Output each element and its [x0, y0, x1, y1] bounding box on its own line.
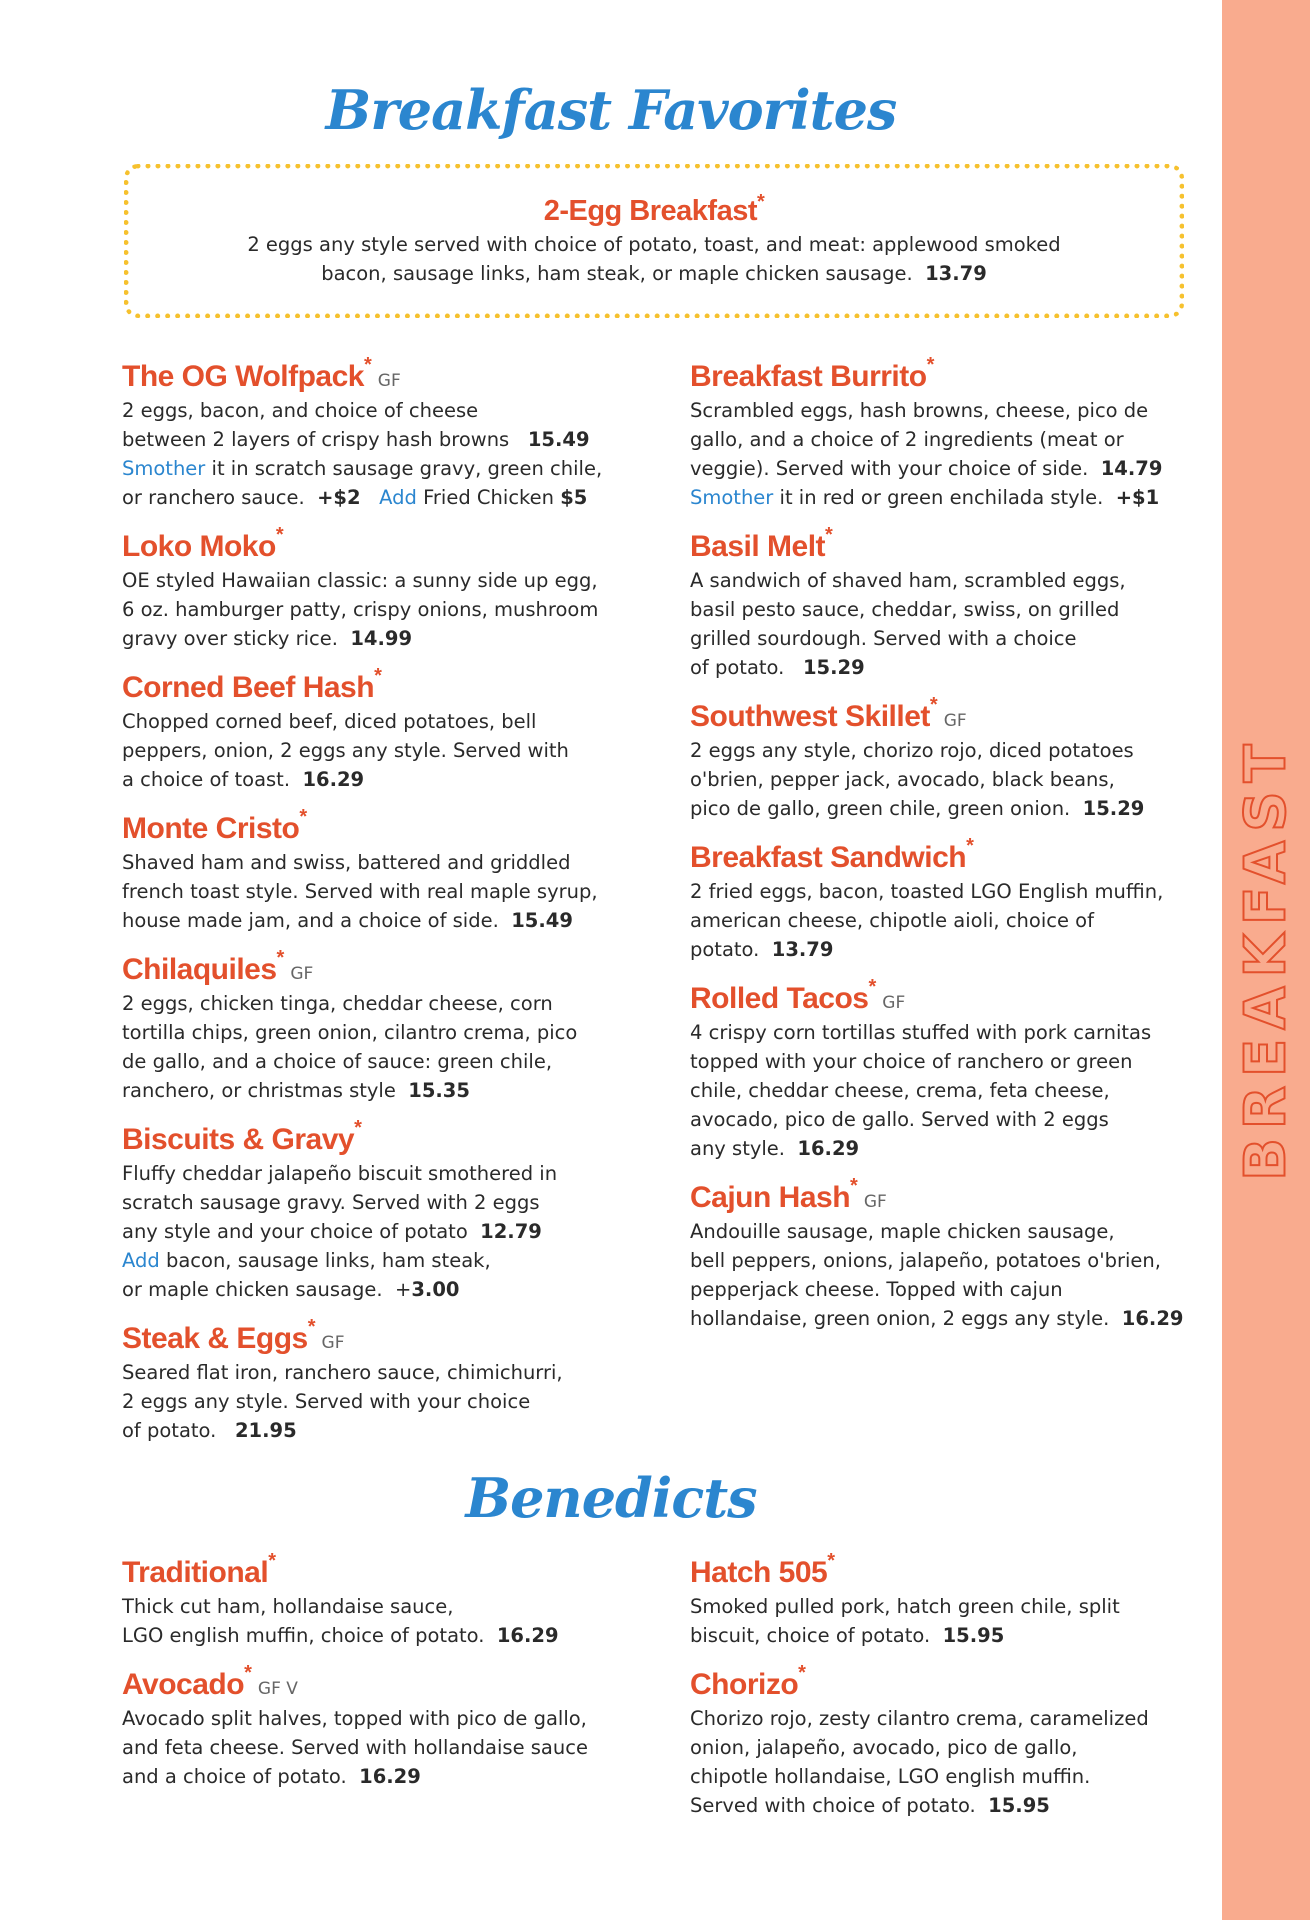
price: 15.49 [527, 428, 590, 451]
asterisk: * [850, 1175, 858, 1197]
price: 16.29 [359, 1765, 421, 1788]
asterisk: * [276, 947, 285, 969]
desc-line: it in scratch sausage gravy, green chile, [205, 457, 603, 480]
price: 16.29 [797, 1137, 860, 1160]
desc-line: chipotle hollandaise, LGO english muffin. [690, 1765, 1091, 1788]
menu-item-og-wolfpack [122, 354, 662, 512]
asterisk: * [929, 694, 938, 716]
desc-line: Served with choice of potato. [690, 1794, 976, 1817]
price: 15.29 [802, 656, 865, 679]
add-price: 3.00 [411, 1278, 460, 1301]
desc-line: potato. [690, 938, 760, 961]
menu-item-hatch-505 [690, 1550, 1230, 1650]
smother-label: Smother [690, 486, 774, 509]
desc-line: Andouille sausage, maple chicken sausage, [690, 1220, 1115, 1243]
asterisk: * [299, 806, 308, 828]
desc-line: bacon, sausage links, ham steak, or maple chicken sausage. [321, 262, 913, 285]
desc-line: topped with your choice of ranchero or green [690, 1050, 1133, 1073]
left-menu-column [122, 354, 662, 1461]
price: 12.79 [480, 1220, 542, 1243]
desc-line: french toast style. Served with real maple syrup, [122, 880, 598, 903]
desc-line: pepperjack cheese. Topped with cajun [690, 1278, 1063, 1301]
desc-line: any style and your choice of potato [122, 1220, 468, 1243]
asterisk: * [307, 1316, 316, 1338]
desc-line: gravy over sticky rice. [122, 627, 338, 650]
item-name: Chilaquiles [122, 953, 277, 986]
desc-line: any style. [690, 1137, 786, 1160]
dietary-tag: GF [321, 1333, 345, 1353]
desc-line: Chopped corned beef, diced potatoes, bell [122, 710, 537, 733]
menu-item-avocado [122, 1662, 662, 1791]
desc-line: 2 eggs, chicken tinga, cheddar cheese, corn [122, 992, 553, 1015]
desc-line: it in red or green enchilada style. [773, 486, 1104, 509]
desc-line: veggie). Served with your choice of side. [690, 457, 1089, 480]
item-name: Southwest Skillet [690, 700, 930, 733]
featured-item-desc [214, 230, 1094, 288]
desc-line: scratch sausage gravy. Served with 2 eggs [122, 1191, 540, 1214]
price: 21.95 [234, 1419, 297, 1442]
desc-line: peppers, onion, 2 eggs any style. Served with [122, 739, 569, 762]
item-name: Breakfast Burrito [690, 360, 927, 393]
add-price: $5 [560, 486, 588, 509]
asterisk: * [374, 665, 382, 687]
desc-line: biscuit, choice of potato. [690, 1624, 931, 1647]
upcharge: +$2 [317, 486, 361, 509]
asterisk: * [363, 354, 372, 376]
desc-line: house made jam, and a choice of side. [122, 909, 499, 932]
asterisk: * [868, 976, 877, 998]
desc-line: Chorizo rojo, zesty cilantro crema, caramelized [690, 1707, 1149, 1730]
desc-line: chile, cheddar cheese, crema, feta cheese, [690, 1079, 1110, 1102]
item-name: Cajun Hash [690, 1181, 851, 1214]
upcharge: +$1 [1115, 486, 1160, 509]
dietary-tag: GF [882, 993, 906, 1013]
add-label: Add [379, 486, 417, 509]
desc-line: tortilla chips, green onion, cilantro crema, pico [122, 1021, 578, 1044]
sidebar-label: BREAKFAST [1233, 735, 1299, 1181]
dietary-tag: GF [943, 711, 967, 731]
desc-line: and feta cheese. Served with hollandaise sauce [122, 1736, 588, 1759]
item-name: Monte Cristo [122, 812, 300, 845]
menu-item-southwest-skillet [690, 694, 1230, 823]
price: 15.35 [408, 1079, 470, 1102]
price: 14.79 [1100, 457, 1163, 480]
item-name: Corned Beef Hash [122, 671, 375, 704]
right-menu-column [690, 354, 1230, 1349]
asterisk: * [825, 524, 833, 546]
item-name: The OG Wolfpack [122, 360, 364, 393]
desc-line: of potato. [122, 1419, 217, 1442]
asterisk: * [354, 1117, 362, 1139]
desc-line: avocado, pico de gallo. Served with 2 eggs [690, 1108, 1109, 1131]
desc-line: american cheese, chipotle aioli, choice of [690, 909, 1094, 932]
desc-line: Seared flat iron, ranchero sauce, chimichurri, [122, 1361, 563, 1384]
dietary-tag: GF [290, 964, 314, 984]
menu-item-cajun-hash [690, 1175, 1230, 1333]
desc-line: 2 eggs, bacon, and choice of cheese [122, 399, 479, 422]
desc-line: ranchero, or christmas style [122, 1079, 396, 1102]
desc-line: bacon, sausage links, ham steak, [159, 1249, 491, 1272]
item-name: Hatch 505 [690, 1556, 828, 1589]
desc-line: gallo, and a choice of 2 ingredients (meat or [690, 428, 1124, 451]
price: 15.29 [1082, 797, 1145, 820]
add-label: Add [122, 1249, 160, 1272]
desc-line: 2 eggs any style. Served with your choice [122, 1390, 531, 1413]
desc-line: Avocado split halves, topped with pico de gallo, [122, 1707, 587, 1730]
desc-line: 2 eggs any style served with choice of potato, toast, and meat: applewood smoked [247, 233, 1061, 256]
desc-line: a choice of toast. [122, 768, 291, 791]
desc-line: between 2 layers of crispy hash browns [122, 428, 510, 451]
desc-line: and a choice of potato. [122, 1765, 347, 1788]
menu-item-traditional [122, 1550, 662, 1650]
menu-item-monte-cristo [122, 806, 662, 935]
asterisk: * [275, 524, 284, 546]
item-name: Chorizo [690, 1668, 799, 1701]
item-name: Steak & Eggs [122, 1322, 308, 1355]
featured-item-box [124, 164, 1184, 318]
desc-line: Thick cut ham, hollandaise sauce, [122, 1595, 454, 1618]
dietary-tag: GF V [257, 1679, 298, 1699]
featured-name-text: 2-Egg Breakfast [543, 195, 757, 227]
price: 13.79 [925, 262, 987, 285]
desc-line: bell peppers, onions, jalapeño, potatoes o'brien, [690, 1249, 1161, 1272]
desc-line: of potato. [690, 656, 785, 679]
desc-line: basil pesto sauce, cheddar, swiss, on grilled [690, 598, 1120, 621]
desc-line: hollandaise, green onion, 2 eggs any style. [690, 1307, 1110, 1330]
dietary-tag: GF [863, 1192, 887, 1212]
item-name: Breakfast Sandwich [690, 841, 967, 874]
menu-item-chorizo [690, 1662, 1230, 1820]
menu-item-rolled-tacos [690, 976, 1230, 1163]
desc-line: Fluffy cheddar jalapeño biscuit smothered in [122, 1162, 558, 1185]
menu-item-corned-beef-hash [122, 665, 662, 794]
price: 16.29 [1121, 1307, 1184, 1330]
desc-line: grilled sourdough. Served with a choice [690, 627, 1077, 650]
item-name: Biscuits & Gravy [122, 1123, 355, 1156]
menu-item-biscuits-gravy [122, 1117, 662, 1304]
desc-line: o'brien, pepper jack, avocado, black beans, [690, 768, 1115, 791]
dietary-tag: GF [377, 371, 401, 391]
menu-item-breakfast-sandwich [690, 835, 1230, 964]
item-name: Traditional [122, 1556, 269, 1589]
price: 16.29 [496, 1624, 559, 1647]
menu-item-breakfast-burrito [690, 354, 1230, 512]
item-name: Avocado [122, 1668, 245, 1701]
item-name: Basil Melt [690, 530, 826, 563]
asterisk: * [268, 1550, 276, 1572]
menu-item-chilaquiles [122, 947, 662, 1105]
desc-line: OE styled Hawaiian classic: a sunny side up egg, [122, 569, 598, 592]
price: 15.95 [942, 1624, 1005, 1647]
menu-item-steak-eggs [122, 1316, 662, 1445]
section-title-breakfast: Breakfast Favorites [325, 78, 897, 142]
asterisk: * [757, 191, 765, 213]
smother-label: Smother [122, 457, 206, 480]
desc-line: Shaved ham and swiss, battered and griddled [122, 851, 571, 874]
asterisk: * [966, 835, 974, 857]
benedicts-left-column [122, 1550, 662, 1807]
desc-line: Smoked pulled pork, hatch green chile, split [690, 1595, 1120, 1618]
desc-line: 2 eggs any style, chorizo rojo, diced potatoes [690, 739, 1134, 762]
featured-item-name [129, 191, 1179, 228]
section-title-benedicts: Benedicts [465, 1466, 757, 1530]
asterisk: * [244, 1662, 252, 1684]
desc-line: 6 oz. hamburger patty, crispy onions, mushroom [122, 598, 599, 621]
desc-line: Scrambled eggs, hash browns, cheese, pico de [690, 399, 1149, 422]
sidebar-tab [1222, 0, 1310, 1920]
item-name: Rolled Tacos [690, 982, 869, 1015]
desc-line: de gallo, and a choice of sauce: green chile, [122, 1050, 553, 1073]
asterisk: * [926, 354, 935, 376]
asterisk: * [798, 1662, 806, 1684]
desc-line: A sandwich of shaved ham, scrambled eggs, [690, 569, 1126, 592]
desc-line: 4 crispy corn tortillas stuffed with pork carnitas [690, 1021, 1152, 1044]
desc-line: LGO english muffin, choice of potato. [122, 1624, 485, 1647]
desc-line: 2 fried eggs, bacon, toasted LGO English muffin, [690, 880, 1164, 903]
price: 16.29 [302, 768, 365, 791]
menu-item-basil-melt [690, 524, 1230, 682]
price: 15.95 [988, 1794, 1050, 1817]
price: 15.49 [511, 909, 573, 932]
desc-line: onion, jalapeño, avocado, pico de gallo, [690, 1736, 1078, 1759]
plus-sign: + [395, 1278, 412, 1301]
asterisk: * [827, 1550, 836, 1572]
price: 13.79 [771, 938, 834, 961]
benedicts-right-column [690, 1550, 1230, 1836]
item-name: Loko Moko [122, 530, 276, 563]
desc-line: or ranchero sauce. [122, 486, 305, 509]
menu-item-loko-moko [122, 524, 662, 653]
desc-line: or maple chicken sausage. [122, 1278, 383, 1301]
add-text: Fried Chicken [416, 486, 554, 509]
price: 14.99 [350, 627, 413, 650]
desc-line: pico de gallo, green chile, green onion. [690, 797, 1071, 820]
